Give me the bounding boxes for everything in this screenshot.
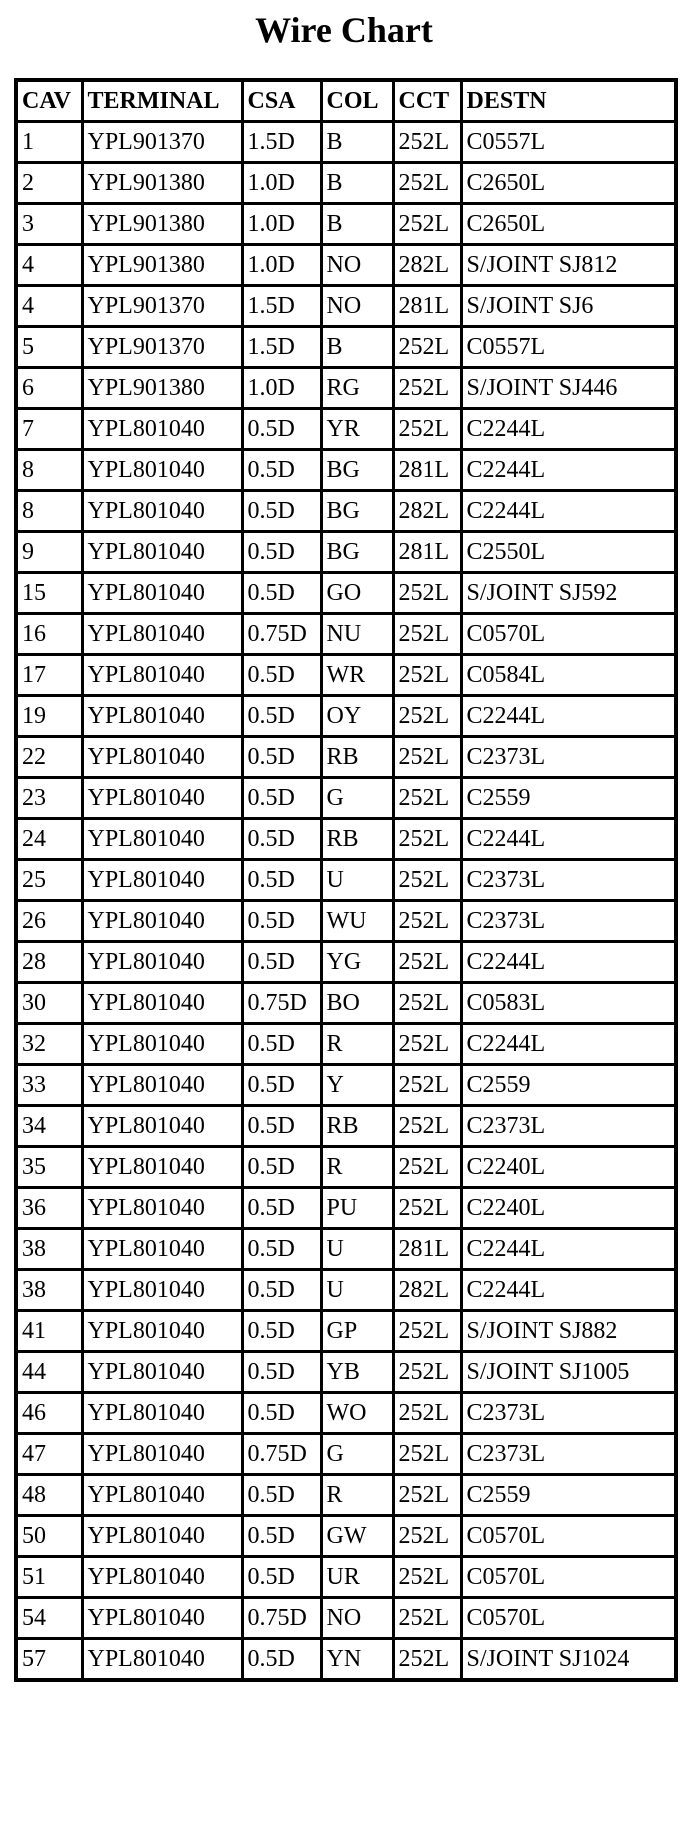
- header-col: COL: [321, 80, 393, 122]
- col-cell: R: [321, 1147, 393, 1188]
- table-row: [16, 1270, 676, 1311]
- csa-cell: 0.75D: [242, 1598, 321, 1639]
- terminal-cell: YPL901370: [82, 327, 242, 368]
- csa-cell: 0.5D: [242, 655, 321, 696]
- table-row: [16, 901, 676, 942]
- col-cell: NU: [321, 614, 393, 655]
- table-row: [16, 409, 676, 450]
- destn-cell: S/JOINT SJ882: [461, 1311, 676, 1352]
- terminal-cell: YPL901380: [82, 204, 242, 245]
- table-row: [16, 368, 676, 409]
- cav-cell: 3: [16, 204, 82, 245]
- csa-cell: 0.5D: [242, 1311, 321, 1352]
- terminal-cell: YPL801040: [82, 1598, 242, 1639]
- table-row: [16, 655, 676, 696]
- cct-cell: 252L: [393, 1516, 461, 1557]
- terminal-cell: YPL801040: [82, 1475, 242, 1516]
- cav-cell: 38: [16, 1270, 82, 1311]
- cav-cell: 17: [16, 655, 82, 696]
- cct-cell: 281L: [393, 1229, 461, 1270]
- table-row: [16, 983, 676, 1024]
- col-cell: YN: [321, 1639, 393, 1681]
- destn-cell: C2559: [461, 1475, 676, 1516]
- table-row: [16, 1147, 676, 1188]
- terminal-cell: YPL801040: [82, 491, 242, 532]
- terminal-cell: YPL801040: [82, 450, 242, 491]
- csa-cell: 0.5D: [242, 491, 321, 532]
- csa-cell: 1.0D: [242, 163, 321, 204]
- destn-cell: C2244L: [461, 942, 676, 983]
- cct-cell: 252L: [393, 1393, 461, 1434]
- col-cell: RG: [321, 368, 393, 409]
- table-row: [16, 1065, 676, 1106]
- cav-cell: 19: [16, 696, 82, 737]
- destn-cell: C0570L: [461, 1516, 676, 1557]
- cct-cell: 252L: [393, 1639, 461, 1681]
- table-row: [16, 1024, 676, 1065]
- destn-cell: S/JOINT SJ1024: [461, 1639, 676, 1681]
- csa-cell: 0.75D: [242, 614, 321, 655]
- terminal-cell: YPL901370: [82, 122, 242, 163]
- csa-cell: 0.5D: [242, 819, 321, 860]
- table-row: [16, 532, 676, 573]
- csa-cell: 0.5D: [242, 1106, 321, 1147]
- cav-cell: 22: [16, 737, 82, 778]
- col-cell: B: [321, 163, 393, 204]
- destn-cell: S/JOINT SJ812: [461, 245, 676, 286]
- destn-cell: C2244L: [461, 450, 676, 491]
- destn-cell: C2373L: [461, 1106, 676, 1147]
- cav-cell: 4: [16, 286, 82, 327]
- table-row: [16, 286, 676, 327]
- cct-cell: 252L: [393, 368, 461, 409]
- csa-cell: 1.5D: [242, 122, 321, 163]
- csa-cell: 0.5D: [242, 1147, 321, 1188]
- header-cav: CAV: [16, 80, 82, 122]
- terminal-cell: YPL801040: [82, 1639, 242, 1681]
- destn-cell: C0570L: [461, 614, 676, 655]
- csa-cell: 0.75D: [242, 983, 321, 1024]
- col-cell: G: [321, 778, 393, 819]
- col-cell: YR: [321, 409, 393, 450]
- table-row: [16, 614, 676, 655]
- cav-cell: 1: [16, 122, 82, 163]
- cct-cell: 252L: [393, 1352, 461, 1393]
- col-cell: BG: [321, 532, 393, 573]
- table-row: [16, 573, 676, 614]
- col-cell: BG: [321, 491, 393, 532]
- cav-cell: 54: [16, 1598, 82, 1639]
- cav-cell: 4: [16, 245, 82, 286]
- cct-cell: 252L: [393, 778, 461, 819]
- cav-cell: 16: [16, 614, 82, 655]
- cct-cell: 282L: [393, 245, 461, 286]
- table-row: [16, 245, 676, 286]
- csa-cell: 1.0D: [242, 245, 321, 286]
- table-row: [16, 1434, 676, 1475]
- terminal-cell: YPL801040: [82, 696, 242, 737]
- terminal-cell: YPL801040: [82, 778, 242, 819]
- terminal-cell: YPL801040: [82, 1188, 242, 1229]
- header-cct: CCT: [393, 80, 461, 122]
- cct-cell: 252L: [393, 1557, 461, 1598]
- csa-cell: 0.5D: [242, 942, 321, 983]
- col-cell: UR: [321, 1557, 393, 1598]
- col-cell: B: [321, 327, 393, 368]
- terminal-cell: YPL801040: [82, 1557, 242, 1598]
- csa-cell: 0.5D: [242, 573, 321, 614]
- terminal-cell: YPL801040: [82, 1065, 242, 1106]
- csa-cell: 0.5D: [242, 1639, 321, 1681]
- table-row: [16, 942, 676, 983]
- col-cell: OY: [321, 696, 393, 737]
- cav-cell: 41: [16, 1311, 82, 1352]
- terminal-cell: YPL801040: [82, 942, 242, 983]
- col-cell: R: [321, 1024, 393, 1065]
- table-row: [16, 491, 676, 532]
- col-cell: GW: [321, 1516, 393, 1557]
- destn-cell: C0557L: [461, 327, 676, 368]
- cav-cell: 5: [16, 327, 82, 368]
- terminal-cell: YPL901380: [82, 245, 242, 286]
- destn-cell: C2550L: [461, 532, 676, 573]
- csa-cell: 0.5D: [242, 1557, 321, 1598]
- table-row: [16, 1475, 676, 1516]
- terminal-cell: YPL901380: [82, 163, 242, 204]
- cav-cell: 51: [16, 1557, 82, 1598]
- csa-cell: 0.5D: [242, 1065, 321, 1106]
- table-row: [16, 1311, 676, 1352]
- terminal-cell: YPL801040: [82, 573, 242, 614]
- header-destn: DESTN: [461, 80, 676, 122]
- cct-cell: 281L: [393, 450, 461, 491]
- terminal-cell: YPL801040: [82, 819, 242, 860]
- table-row: [16, 819, 676, 860]
- destn-cell: C2244L: [461, 491, 676, 532]
- cct-cell: 282L: [393, 1270, 461, 1311]
- cav-cell: 23: [16, 778, 82, 819]
- csa-cell: 0.75D: [242, 1434, 321, 1475]
- table-row: [16, 327, 676, 368]
- cct-cell: 252L: [393, 1024, 461, 1065]
- cav-cell: 57: [16, 1639, 82, 1681]
- table-row: [16, 1557, 676, 1598]
- terminal-cell: YPL801040: [82, 1516, 242, 1557]
- destn-cell: C2373L: [461, 737, 676, 778]
- cav-cell: 46: [16, 1393, 82, 1434]
- destn-cell: C2244L: [461, 819, 676, 860]
- table-row: [16, 1639, 676, 1681]
- cct-cell: 252L: [393, 860, 461, 901]
- col-cell: NO: [321, 245, 393, 286]
- terminal-cell: YPL801040: [82, 860, 242, 901]
- cav-cell: 47: [16, 1434, 82, 1475]
- destn-cell: C2373L: [461, 1393, 676, 1434]
- col-cell: B: [321, 122, 393, 163]
- destn-cell: C0570L: [461, 1598, 676, 1639]
- cct-cell: 252L: [393, 122, 461, 163]
- col-cell: NO: [321, 1598, 393, 1639]
- csa-cell: 0.5D: [242, 1270, 321, 1311]
- col-cell: YB: [321, 1352, 393, 1393]
- csa-cell: 1.0D: [242, 368, 321, 409]
- col-cell: WR: [321, 655, 393, 696]
- destn-cell: C2373L: [461, 860, 676, 901]
- destn-cell: C2244L: [461, 1024, 676, 1065]
- cct-cell: 282L: [393, 491, 461, 532]
- destn-cell: C2244L: [461, 696, 676, 737]
- csa-cell: 1.0D: [242, 204, 321, 245]
- destn-cell: C0583L: [461, 983, 676, 1024]
- table-row: [16, 1188, 676, 1229]
- terminal-cell: YPL801040: [82, 737, 242, 778]
- destn-cell: C2244L: [461, 1270, 676, 1311]
- terminal-cell: YPL801040: [82, 1229, 242, 1270]
- destn-cell: C2650L: [461, 163, 676, 204]
- cct-cell: 252L: [393, 901, 461, 942]
- terminal-cell: YPL801040: [82, 983, 242, 1024]
- table-row: [16, 163, 676, 204]
- csa-cell: 1.5D: [242, 327, 321, 368]
- cct-cell: 252L: [393, 1147, 461, 1188]
- cct-cell: 252L: [393, 1311, 461, 1352]
- cav-cell: 50: [16, 1516, 82, 1557]
- csa-cell: 0.5D: [242, 1393, 321, 1434]
- cav-cell: 26: [16, 901, 82, 942]
- col-cell: B: [321, 204, 393, 245]
- header-csa: CSA: [242, 80, 321, 122]
- col-cell: BO: [321, 983, 393, 1024]
- csa-cell: 0.5D: [242, 901, 321, 942]
- cct-cell: 252L: [393, 327, 461, 368]
- cct-cell: 252L: [393, 942, 461, 983]
- destn-cell: C2244L: [461, 409, 676, 450]
- col-cell: U: [321, 1229, 393, 1270]
- destn-cell: C2240L: [461, 1188, 676, 1229]
- cav-cell: 38: [16, 1229, 82, 1270]
- col-cell: NO: [321, 286, 393, 327]
- csa-cell: 0.5D: [242, 860, 321, 901]
- cav-cell: 32: [16, 1024, 82, 1065]
- table-row: [16, 1352, 676, 1393]
- cav-cell: 8: [16, 450, 82, 491]
- cct-cell: 252L: [393, 819, 461, 860]
- col-cell: RB: [321, 737, 393, 778]
- terminal-cell: YPL801040: [82, 614, 242, 655]
- cct-cell: 252L: [393, 1188, 461, 1229]
- cav-cell: 25: [16, 860, 82, 901]
- cav-cell: 44: [16, 1352, 82, 1393]
- cct-cell: 252L: [393, 1106, 461, 1147]
- cct-cell: 252L: [393, 737, 461, 778]
- cav-cell: 34: [16, 1106, 82, 1147]
- col-cell: GP: [321, 1311, 393, 1352]
- table-body: [16, 122, 676, 1681]
- col-cell: YG: [321, 942, 393, 983]
- destn-cell: C2650L: [461, 204, 676, 245]
- terminal-cell: YPL901380: [82, 368, 242, 409]
- destn-cell: C0570L: [461, 1557, 676, 1598]
- terminal-cell: YPL801040: [82, 1024, 242, 1065]
- destn-cell: C2559: [461, 778, 676, 819]
- terminal-cell: YPL801040: [82, 1352, 242, 1393]
- table-row: [16, 1229, 676, 1270]
- table-row: [16, 860, 676, 901]
- cct-cell: 252L: [393, 983, 461, 1024]
- table-row: [16, 1598, 676, 1639]
- csa-cell: 0.5D: [242, 409, 321, 450]
- terminal-cell: YPL801040: [82, 1393, 242, 1434]
- table-row: [16, 122, 676, 163]
- table-row: [16, 204, 676, 245]
- cav-cell: 35: [16, 1147, 82, 1188]
- cav-cell: 6: [16, 368, 82, 409]
- col-cell: PU: [321, 1188, 393, 1229]
- col-cell: U: [321, 1270, 393, 1311]
- cct-cell: 252L: [393, 655, 461, 696]
- col-cell: WU: [321, 901, 393, 942]
- cav-cell: 2: [16, 163, 82, 204]
- col-cell: WO: [321, 1393, 393, 1434]
- cct-cell: 252L: [393, 1434, 461, 1475]
- col-cell: RB: [321, 819, 393, 860]
- cct-cell: 252L: [393, 614, 461, 655]
- header-terminal: TERMINAL: [82, 80, 242, 122]
- cct-cell: 252L: [393, 163, 461, 204]
- cav-cell: 28: [16, 942, 82, 983]
- destn-cell: C2244L: [461, 1229, 676, 1270]
- terminal-cell: YPL801040: [82, 1434, 242, 1475]
- destn-cell: S/JOINT SJ446: [461, 368, 676, 409]
- table-row: [16, 1516, 676, 1557]
- cct-cell: 252L: [393, 1598, 461, 1639]
- cav-cell: 15: [16, 573, 82, 614]
- cav-cell: 7: [16, 409, 82, 450]
- destn-cell: C2559: [461, 1065, 676, 1106]
- cct-cell: 252L: [393, 573, 461, 614]
- table-row: [16, 696, 676, 737]
- table-row: [16, 737, 676, 778]
- csa-cell: 0.5D: [242, 696, 321, 737]
- terminal-cell: YPL801040: [82, 409, 242, 450]
- csa-cell: 0.5D: [242, 1352, 321, 1393]
- cav-cell: 24: [16, 819, 82, 860]
- cav-cell: 48: [16, 1475, 82, 1516]
- csa-cell: 0.5D: [242, 1188, 321, 1229]
- table-row: [16, 450, 676, 491]
- col-cell: BG: [321, 450, 393, 491]
- csa-cell: 0.5D: [242, 737, 321, 778]
- destn-cell: C2373L: [461, 901, 676, 942]
- cav-cell: 9: [16, 532, 82, 573]
- destn-cell: C0557L: [461, 122, 676, 163]
- terminal-cell: YPL801040: [82, 1270, 242, 1311]
- cct-cell: 281L: [393, 532, 461, 573]
- cct-cell: 252L: [393, 1475, 461, 1516]
- col-cell: Y: [321, 1065, 393, 1106]
- col-cell: G: [321, 1434, 393, 1475]
- csa-cell: 0.5D: [242, 532, 321, 573]
- page-title: Wire Chart: [255, 10, 433, 50]
- cct-cell: 252L: [393, 409, 461, 450]
- table-row: [16, 1393, 676, 1434]
- csa-cell: 0.5D: [242, 1024, 321, 1065]
- cav-cell: 36: [16, 1188, 82, 1229]
- col-cell: U: [321, 860, 393, 901]
- terminal-cell: YPL801040: [82, 1311, 242, 1352]
- cav-cell: 30: [16, 983, 82, 1024]
- destn-cell: S/JOINT SJ6: [461, 286, 676, 327]
- csa-cell: 0.5D: [242, 450, 321, 491]
- csa-cell: 1.5D: [242, 286, 321, 327]
- terminal-cell: YPL801040: [82, 655, 242, 696]
- col-cell: RB: [321, 1106, 393, 1147]
- col-cell: R: [321, 1475, 393, 1516]
- wire-chart-table: [14, 78, 678, 1682]
- terminal-cell: YPL801040: [82, 1147, 242, 1188]
- destn-cell: S/JOINT SJ1005: [461, 1352, 676, 1393]
- destn-cell: C0584L: [461, 655, 676, 696]
- cct-cell: 252L: [393, 1065, 461, 1106]
- col-cell: GO: [321, 573, 393, 614]
- destn-cell: C2373L: [461, 1434, 676, 1475]
- cct-cell: 252L: [393, 204, 461, 245]
- terminal-cell: YPL901370: [82, 286, 242, 327]
- cct-cell: 252L: [393, 696, 461, 737]
- cct-cell: 281L: [393, 286, 461, 327]
- destn-cell: C2240L: [461, 1147, 676, 1188]
- table-header-row: [16, 80, 676, 122]
- cav-cell: 8: [16, 491, 82, 532]
- destn-cell: S/JOINT SJ592: [461, 573, 676, 614]
- table-row: [16, 1106, 676, 1147]
- csa-cell: 0.5D: [242, 1475, 321, 1516]
- csa-cell: 0.5D: [242, 1229, 321, 1270]
- table-row: [16, 778, 676, 819]
- terminal-cell: YPL801040: [82, 532, 242, 573]
- csa-cell: 0.5D: [242, 1516, 321, 1557]
- cav-cell: 33: [16, 1065, 82, 1106]
- terminal-cell: YPL801040: [82, 1106, 242, 1147]
- csa-cell: 0.5D: [242, 778, 321, 819]
- terminal-cell: YPL801040: [82, 901, 242, 942]
